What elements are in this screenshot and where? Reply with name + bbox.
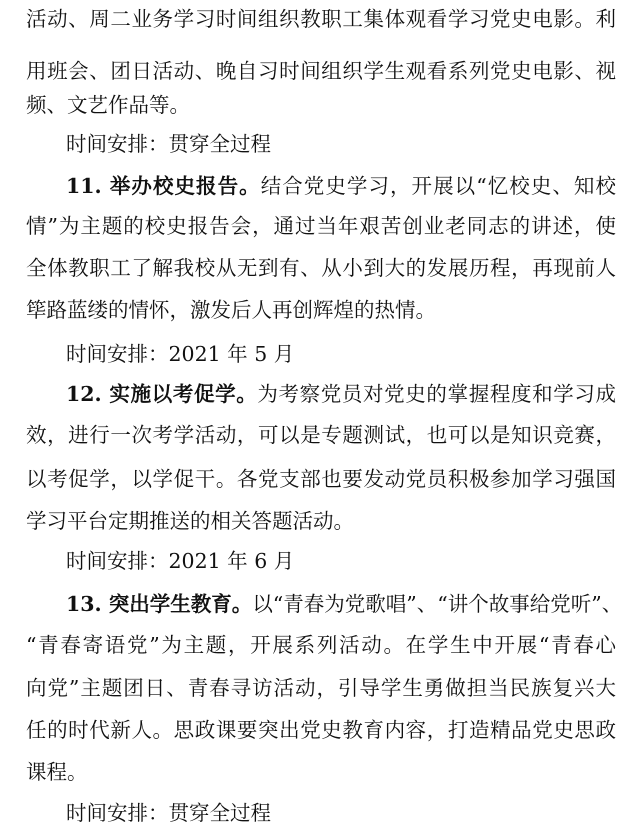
time-arrangement-12: 时间安排：2021 年 6 月: [66, 549, 295, 573]
time-arrangement-13: 时间安排：贯穿全过程: [66, 801, 271, 825]
item-12-first-line: [66, 381, 616, 407]
time-arrangement-11: 时间安排：2021 年 5 月: [66, 342, 295, 366]
item-11-heading: 11. 举办校史报告。: [66, 174, 261, 198]
item-12-line-1: 为考察党员对党史的掌握程度和学习成: [257, 382, 616, 406]
item-13-line-2: “青春寄语党”为主题，开展系列活动。在学生中开展“青春心: [26, 633, 616, 657]
item-12-line-2: 效，进行一次考学活动，可以是专题测试，也可以是知识竞赛，: [26, 423, 616, 447]
item-13-line-3: 向党”主题团日、青春寻访活动，引导学生勇做担当民族复兴大: [26, 676, 616, 700]
item-13-line-4: 任的时代新人。思政课要突出党史教育内容，打造精品党史思政: [26, 718, 616, 742]
item-13-line-5: 课程。: [26, 760, 88, 784]
item-12-line-4: 学习平台定期推送的相关答题活动。: [26, 509, 354, 533]
paragraph-10-line-2: 用班会、团日活动、晚自习时间组织学生观看系列党史电影、视: [26, 59, 616, 83]
item-13-line-1: 以“青春为党歌唱”、“讲个故事给党听”、: [252, 592, 623, 616]
paragraph-10-line-1: 活动、周二业务学习时间组织教职工集体观看学习党史电影。利: [26, 7, 616, 31]
item-13-first-line: [66, 591, 623, 617]
item-12-heading: 12. 实施以考促学。: [66, 382, 258, 406]
item-11-first-line: [66, 173, 616, 199]
time-arrangement-10: 时间安排：贯穿全过程: [66, 132, 271, 156]
item-11-line-4: 筚路蓝缕的情怀，激发后人再创辉煌的热情。: [26, 298, 436, 322]
paragraph-10-line-3: 频、文艺作品等。: [26, 93, 190, 117]
item-12-line-3: 以考促学，以学促干。各党支部也要发动党员积极参加学习强国: [26, 467, 616, 491]
item-11-line-3: 全体教职工了解我校从无到有、从小到大的发展历程，再现前人: [26, 256, 616, 280]
item-13-heading: 13. 突出学生教育。: [66, 592, 253, 616]
item-11-line-1: 结合党史学习，开展以“忆校史、知校: [260, 174, 616, 198]
item-11-line-2: 情”为主题的校史报告会，通过当年艰苦创业老同志的讲述，使: [26, 214, 616, 238]
